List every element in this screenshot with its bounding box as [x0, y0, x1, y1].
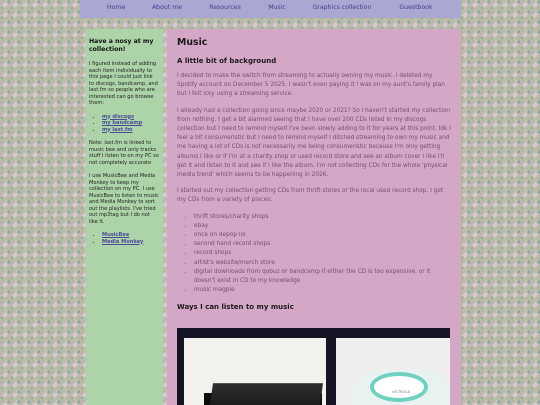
background-paragraph-2: I already had a collection going since maybe 2020 or 2021? So I haven't started my collection from nothing. I get a bit alarmed seeing that I have over 200 CDs listed in my discogs collection but I need to remind myself I've been slowly adding to it for years at this point. Idk I feel a bit consumeristic but I need to remind myself I ditched streaming to own my music and me having a lot of CDs is not necessarily me being consumeristic because I'm only getting albums I like or if I'm at a charity shop or used record store and see an album cover I like I'll get it and listen to it and see if I like the album. I'm not collecting CDs for the whole 'physical media trend' which seems to be happening in 2026.	[177, 107, 451, 179]
sidebar	[86, 29, 163, 405]
cd-sources-list	[177, 213, 451, 296]
list-item: • once on depop lol	[194, 231, 451, 240]
portable-cd-player-photo	[336, 338, 450, 405]
background-paragraph-3: I started out my collection getting CDs from thrift stores or the local used record shop. I get my CDs from a variety of places:	[177, 188, 444, 204]
bandcamp-link[interactable]: my bandcamp	[102, 120, 143, 126]
sidebar-intro-text: I figured instead of adding each item individually to this page I could just link to discogs, bandcamp, and last.fm so people who are interested can go browse them:	[89, 61, 158, 106]
device-brand-label: VICTROLA	[392, 390, 411, 394]
musicbee-link[interactable]: MusicBee	[102, 232, 130, 238]
list-item: • thrift stores/charity shops	[194, 213, 451, 222]
sidebar-link-item	[102, 127, 159, 134]
nav-music-link[interactable]: Music	[268, 4, 286, 11]
cd-lid-image	[370, 372, 428, 402]
sidebar-link-item	[102, 239, 159, 246]
nav-guestbook-link[interactable]: Guestbook	[399, 4, 433, 11]
media-monkey-link[interactable]: Media Monkey	[102, 238, 144, 245]
page-title: Music	[177, 37, 208, 48]
discogs-link[interactable]: my discogs	[102, 113, 135, 120]
list-item: • second hand record shops	[194, 240, 451, 249]
listening-heading: Ways I can listen to my music	[177, 303, 294, 312]
cd-player-photo	[184, 338, 326, 405]
list-item: • ebay	[194, 222, 451, 231]
sidebar-title: Have a nosy at my collection!	[89, 38, 154, 53]
nav-about-me-link[interactable]: About me	[151, 4, 183, 11]
background-heading: A little bit of background	[177, 57, 277, 65]
background-paragraph-1: I decided to make the switch from streaming to actually owning my music. I deleted my Spotify account on December 5 2025. I wasn't even paying it I was on my aunt's family plan but I felt icky using a streaming service.	[177, 73, 445, 98]
listening-devices-gallery	[177, 328, 450, 405]
nav-graphics-collection-link[interactable]: Graphics collection	[312, 4, 372, 11]
sidebar-software-note: I use MusicBee and Media Monkey to keep my collection on my PC. I use MusicBee to listen to music and Media Monkey to sort out the playlists. I've tried out mp3tag but I do not like it.	[89, 173, 159, 225]
list-item: • digital downloads from qobuz or bandcamp if either the CD is too expensive, or it doesn't exist in CD to my knowledge	[194, 268, 451, 286]
lastfm-link[interactable]: my last.fm	[102, 126, 133, 133]
list-item: • music magpie	[194, 286, 451, 295]
sidebar-profile-links	[89, 114, 159, 134]
nav-home-link[interactable]: Home	[106, 4, 126, 11]
list-item: • artist's website/merch store	[194, 259, 451, 268]
list-item: • record shops	[194, 249, 451, 258]
nav-resources-link[interactable]: Resources	[209, 4, 241, 11]
black-cd-player-image	[209, 383, 323, 405]
sidebar-lastfm-note: Note: last.fm is linked to music bee and only tracks stuff I listen to on my PC so not completely accurate	[89, 140, 159, 166]
sidebar-software-links	[89, 232, 159, 245]
top-navigation	[80, 0, 461, 18]
